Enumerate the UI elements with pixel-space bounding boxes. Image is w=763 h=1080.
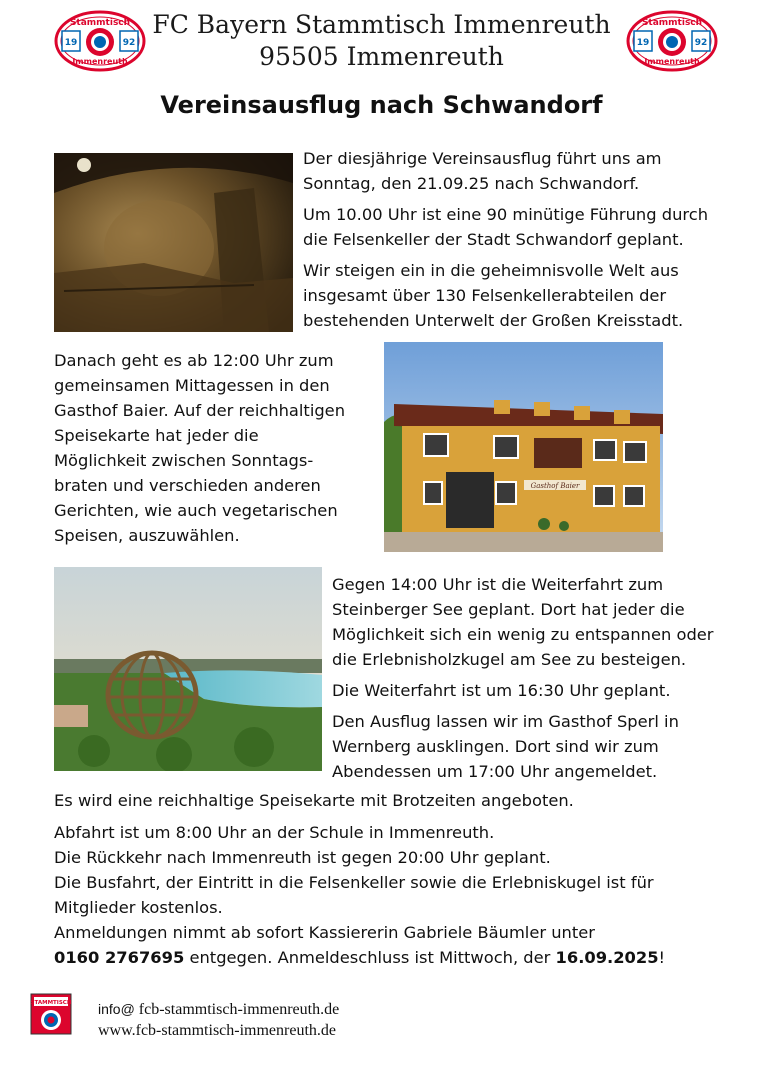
- text-line: gemeinsamen Mittagessen in den: [54, 376, 330, 395]
- section3-text: [332, 572, 714, 784]
- text-line: braten und verschieden anderen: [54, 476, 321, 495]
- text-line: Speisen, auszuwählen.: [54, 526, 240, 545]
- text-line: Wernberg ausklingen. Dort sind wir zum: [332, 737, 659, 756]
- text-line: Es wird eine reichhaltige Speisekarte mit Brotzeiten angeboten.: [54, 791, 574, 810]
- page-subtitle: Vereinsausflug nach Schwandorf: [160, 91, 603, 119]
- email-domain: fcb-stammtisch-immenreuth.de: [134, 1001, 340, 1018]
- text-line: Steinberger See geplant. Dort hat jeder die: [332, 600, 685, 619]
- gasthof-baier-photo: [384, 342, 663, 552]
- header-title-line1: FC Bayern Stammtisch Immenreuth: [152, 10, 611, 39]
- text-line: Die Busfahrt, der Eintritt in die Felsenkeller sowie die Erlebniskugel ist für: [54, 873, 654, 892]
- section1-text: [303, 146, 708, 333]
- footer-website-link[interactable]: www.fcb-stammtisch-immenreuth.de: [98, 1022, 337, 1039]
- text-line: insgesamt über 130 Felsenkellerabteilen der: [303, 286, 667, 305]
- registration-text: entgegen. Anmeldeschluss ist Mittwoch, der: [184, 948, 556, 967]
- logo-year-right: 92: [694, 38, 708, 48]
- text-line: Möglichkeit zwischen Sonntags-: [54, 451, 314, 470]
- text-line: Gerichten, wie auch vegetarischen: [54, 501, 338, 520]
- text-line: Danach geht es ab 12:00 Uhr zum: [54, 351, 334, 370]
- text-line: Abfahrt ist um 8:00 Uhr an der Schule in Immenreuth.: [54, 823, 495, 842]
- text-line: Sonntag, den 21.09.25 nach Schwandorf.: [303, 174, 640, 193]
- email-prefix: info@: [98, 1001, 135, 1017]
- section2-text: [54, 348, 345, 548]
- text-line: Gegen 14:00 Uhr ist die Weiterfahrt zum: [332, 575, 664, 594]
- text-line: Den Ausflug lassen wir im Gasthof Sperl in: [332, 712, 679, 731]
- text-line: Wir steigen ein in die geheimnisvolle Welt aus: [303, 261, 679, 280]
- text-line: Mitglieder kostenlos.: [54, 898, 223, 917]
- text-line: die Erlebnisholzkugel am See zu besteigen.: [332, 650, 687, 669]
- text-line: Die Weiterfahrt ist um 16:30 Uhr geplant.: [332, 681, 671, 700]
- club-logo-right: [626, 10, 718, 72]
- logo-year-right: 92: [122, 38, 136, 48]
- text-line: Speisekarte hat jeder die: [54, 426, 259, 445]
- text-line: Die Rückkehr nach Immenreuth ist gegen 20:00 Uhr geplant.: [54, 848, 551, 867]
- section3-closing: [54, 788, 574, 813]
- phone-number: 0160 2767695: [54, 948, 185, 967]
- text-line: Gasthof Baier. Auf der reichhaltigen: [54, 401, 346, 420]
- text-line: bestehenden Unterwelt der Großen Kreisstadt.: [303, 311, 684, 330]
- logo-top-text: Stammtisch: [641, 18, 703, 28]
- logo-top-text: Stammtisch: [69, 18, 131, 28]
- text-line: Der diesjährige Vereinsausflug führt uns am: [303, 149, 662, 168]
- felsenkeller-photo: [54, 153, 293, 332]
- footer-email[interactable]: [98, 998, 339, 1021]
- logo-year-left: 19: [636, 38, 650, 48]
- text-line: Abendessen um 17:00 Uhr angemeldet.: [332, 762, 658, 781]
- text-line: die Felsenkeller der Stadt Schwandorf geplant.: [303, 230, 684, 249]
- text-line: Möglichkeit sich ein wenig zu entspannen oder: [332, 625, 714, 644]
- deadline-date: 16.09.2025: [555, 948, 659, 967]
- steinberger-see-photo: [54, 567, 322, 771]
- text-line: Um 10.00 Uhr ist eine 90 minütige Führung durch: [303, 205, 709, 224]
- stammtisch-badge-logo: [30, 993, 72, 1035]
- inn-sign: Gasthof Baier: [530, 482, 580, 490]
- logo-year-left: 19: [64, 38, 78, 48]
- section4-text: [54, 820, 665, 970]
- exclamation: !: [658, 948, 666, 967]
- text-line: Anmeldungen nimmt ab sofort Kassiererin Gabriele Bäumler unter: [54, 923, 595, 942]
- logo-bottom-text: Immenreuth: [644, 57, 700, 66]
- logo-bottom-text: Immenreuth: [72, 57, 128, 66]
- badge-text: STAMMTISCH: [30, 1000, 72, 1006]
- header-title-line2: 95505 Immenreuth: [259, 42, 504, 71]
- registration-line: [54, 945, 665, 970]
